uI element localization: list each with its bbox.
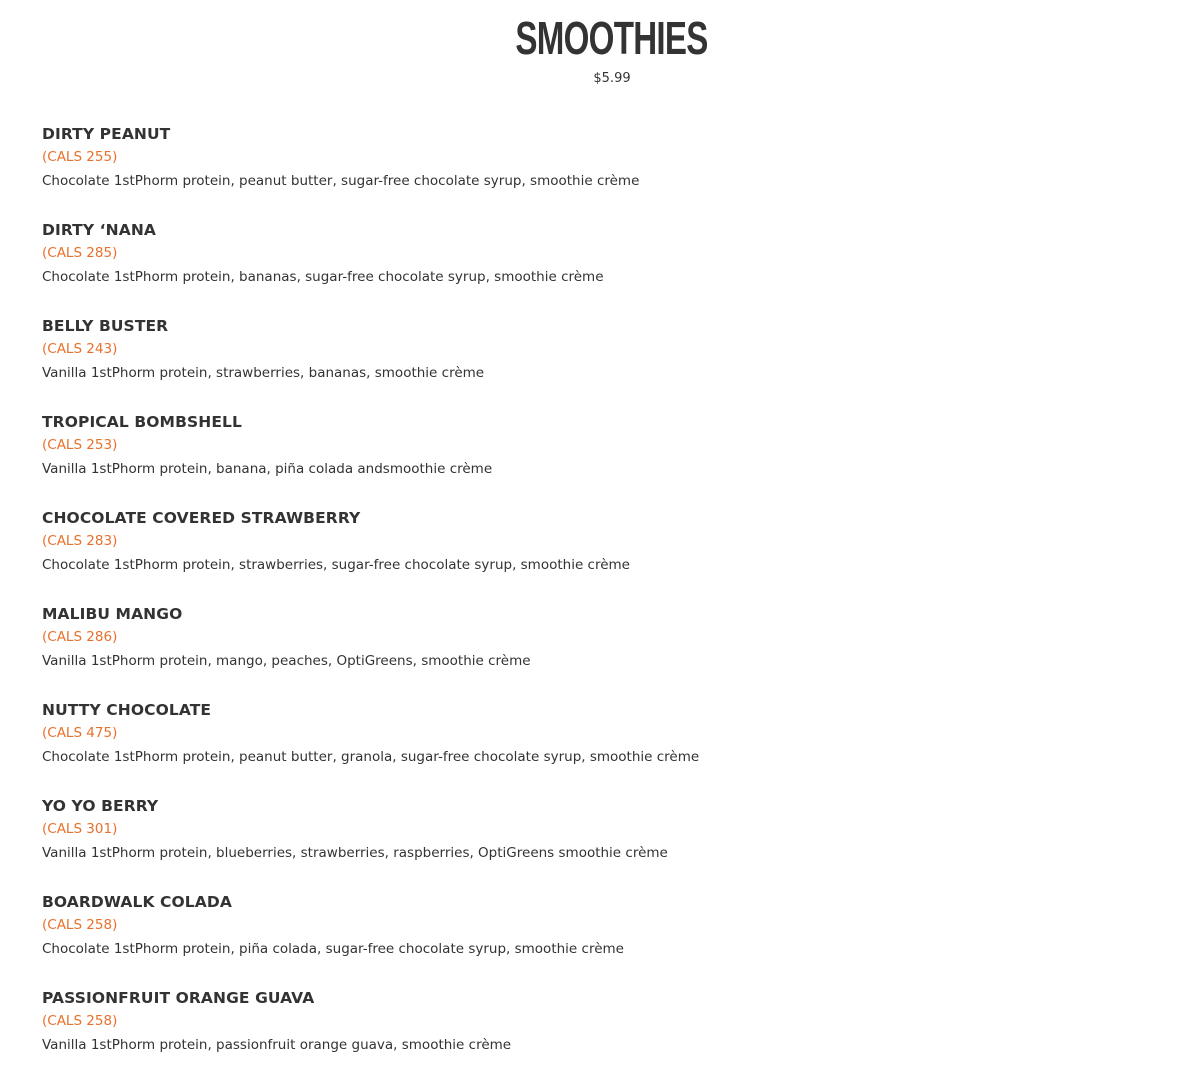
item-description: Vanilla 1stPhorm protein, passionfruit orange guava, smoothie crème: [42, 1037, 512, 1053]
item-calories: (CALS 283): [42, 533, 118, 549]
item-calories: (CALS 258): [42, 917, 118, 933]
menu-price: $5.99: [593, 71, 631, 86]
item-calories: (CALS 255): [42, 149, 118, 165]
item-description: Chocolate 1stPhorm protein, piña colada, sugar-free chocolate syrup, smoothie crème: [42, 941, 624, 957]
list-item: [42, 218, 1184, 314]
item-calories: (CALS 243): [42, 341, 118, 357]
list-item: [42, 698, 1184, 794]
item-calories: (CALS 286): [42, 629, 118, 645]
item-name: DIRTY ‘NANA: [42, 221, 156, 239]
list-item: [42, 506, 1184, 602]
item-name: CHOCOLATE COVERED STRAWBERRY: [42, 509, 361, 527]
list-item: [42, 986, 1184, 1082]
item-description: Vanilla 1stPhorm protein, banana, piña colada andsmoothie crème: [42, 461, 493, 477]
item-calories: (CALS 285): [42, 245, 118, 261]
item-description: Vanilla 1stPhorm protein, strawberries, bananas, smoothie crème: [42, 365, 485, 381]
item-name: NUTTY CHOCOLATE: [42, 701, 212, 719]
list-item: [42, 890, 1184, 986]
item-name: DIRTY PEANUT: [42, 125, 171, 143]
item-calories: (CALS 301): [42, 821, 118, 837]
item-description: Chocolate 1stPhorm protein, bananas, sugar-free chocolate syrup, smoothie crème: [42, 269, 604, 285]
item-name: PASSIONFRUIT ORANGE GUAVA: [42, 989, 315, 1007]
item-description: Chocolate 1stPhorm protein, peanut butter, granola, sugar-free chocolate syrup, smoothie crème: [42, 749, 700, 765]
list-item: [42, 410, 1184, 506]
item-calories: (CALS 475): [42, 725, 118, 741]
list-item: [42, 794, 1184, 890]
item-name: MALIBU MANGO: [42, 605, 183, 623]
item-description: Chocolate 1stPhorm protein, strawberries, sugar-free chocolate syrup, smoothie crème: [42, 557, 630, 573]
item-description: Vanilla 1stPhorm protein, blueberries, strawberries, raspberries, OptiGreens smoothie crème: [42, 845, 668, 861]
smoothie-list: [42, 122, 1184, 1082]
item-calories: (CALS 253): [42, 437, 118, 453]
list-item: [42, 122, 1184, 218]
list-item: [42, 314, 1184, 410]
menu-header: [0, 10, 1184, 88]
page-title: SMOOTHIES: [515, 12, 709, 64]
list-item: [42, 602, 1184, 698]
item-name: BELLY BUSTER: [42, 317, 169, 335]
item-description: Vanilla 1stPhorm protein, mango, peaches, OptiGreens, smoothie crème: [42, 653, 531, 669]
item-calories: (CALS 258): [42, 1013, 118, 1029]
item-name: BOARDWALK COLADA: [42, 893, 232, 911]
item-name: YO YO BERRY: [42, 797, 159, 815]
item-description: Chocolate 1stPhorm protein, peanut butter, sugar-free chocolate syrup, smoothie crème: [42, 173, 640, 189]
item-name: TROPICAL BOMBSHELL: [42, 413, 242, 431]
